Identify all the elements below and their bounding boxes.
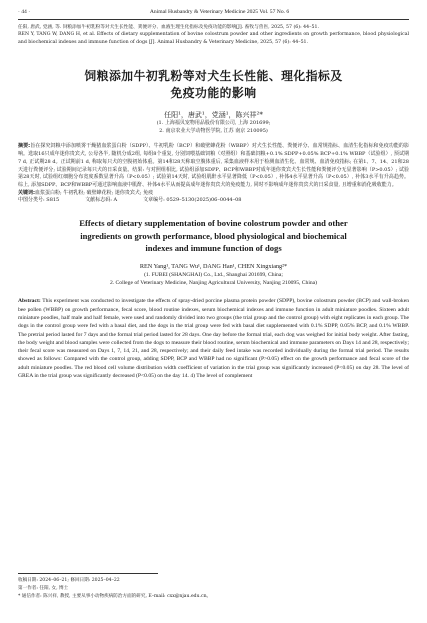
en-affiliation: 2. College of Veterinary Medicine, Nanjing Agricultural University, Nanjing 210095, China) bbox=[109, 279, 318, 286]
citation-cn: 任阳, 唐武, 党涵, 等. 饲粮添加牛初乳粉等对犬生长性能、粪便评分、血液生理生化指标及免疫功能的影响[J]. 畜牧与兽医, 2025, 57 (6): 44–51. bbox=[18, 25, 319, 30]
cn-abstract bbox=[18, 143, 409, 205]
citation-en: REN Y, TANG W, DANG H, et al. Effects of dietary supplementation of bovine colostrum powder and other ingredients on growth performance, blood physiological and biochemical indexes and immune function of dogs [J]. Animal Husbandry & Veterinary Medicine, 2025, 57 (6): 44–51. bbox=[18, 32, 409, 45]
document-code: 文献标志码: A bbox=[85, 197, 118, 204]
footnotes bbox=[18, 573, 212, 600]
en-title-line: Effects of dietary supplementation of bovine colostrum powder and other bbox=[79, 218, 348, 229]
received-date: 收稿日期: 2024–06–21; 修回日期: 2025–04–22 bbox=[18, 578, 120, 583]
cn-title-line: 饲粮添加牛初乳粉等对犬生长性能、理化指标及 bbox=[84, 69, 343, 84]
en-affiliations bbox=[18, 271, 409, 288]
corresponding-author-note: * 通信作者: 陈兴祥, 教授, 主要从事小动物疾病防治方面的研究, E–mail: cxx@njau.edu.cn。 bbox=[18, 593, 212, 599]
classification-row bbox=[18, 197, 409, 205]
cn-keywords-label: 关键词: bbox=[18, 189, 35, 196]
en-affiliation: (1. FUBEI (SHANGHAI) Co., Ltd., Shanghai 201699, China; bbox=[144, 271, 283, 278]
journal-header: Animal Husbandry & Veterinary Medicine 2025 Vol. 57 No. 6 bbox=[149, 9, 290, 15]
cn-authors: 任阳¹，唐武¹，党涵¹，陈兴祥²* bbox=[164, 111, 263, 120]
cn-abstract-label: 摘要: bbox=[18, 143, 31, 150]
cn-affiliation: (1. 上海福贝宠物用品股份有限公司, 上海 201699; bbox=[156, 120, 271, 127]
en-title-line: indexes and immune function of dogs bbox=[145, 243, 282, 254]
en-abstract-text: This experiment was conducted to investigate the effects of spray-dried porcine plasma protein powder (SDPP), bovine colostrum powder (BCP) and wall-broken bee pollen (WBBP) on growth performance, fecal score, blood routine indexes, serum biochemical indexes and immune function in adult miniature poodles. Sixteen adult miniature poodles, half male and half female, were used and randomly divided into two groups (the trial group and the control group) with eight replicates in each group. The dogs in the control group were fed with a basal diet, and the dogs in the trial group were fed with basal diet supplemented with 0.1% SDPP, 0.05% BCP, and 0.1% WBBP. The pretrial period lasted for 7 days and the formal trial period lasted for 28 days. One day before the formal trial, each dog was weighed for initial body weight. After fasting, the body weight and blood samples were collected from the dogs to measure their blood routine, serum biochemical and immune parameters on Days 14 and 28, respectively; their fecal score was measured on Days 1, 7, 14, 21, and 28, respectively; and their daily feed intake was recorded individually during the formal trial period. The results showed as follows: Compared with the control group, adding SDPP, BCP and WBBP had no significant (P>0.05) effect on the growth performance and fecal score of the adult miniature poodles. The red blood cell volume distribution width coefficient of variation in the trial group was significantly increased (P<0.05) on day 28. The level of GREA in the trial group was significantly decreased (P<0.05) on the day 14. 4) The level of complement bbox=[18, 298, 409, 380]
first-author-note: 第一作者: 任阳, 女, 博士 bbox=[18, 585, 69, 591]
cn-abstract-text: 旨在探究饲粮中添加喷雾干燥猪血浆蛋白粉（SDPP）、牛初乳粉（BCP）和破壁蜂花粉（WBBP）对犬生长性能、粪便评分、血常规指标、血清生化指标和免疫功能的影响。选取16只成年迷你贵宾犬, 公母各半, 随机分成2组, 每组8个重复, 分别饲喂基础饲粮（对照组）和基础饲粮+0.1% SDPP+0.05% BCP+0.1% WBBP（试验组）, 预试期7 d, 正试期28 d。正试期前1 d, 称取每只犬的空腹初始体重。第14和28天称取空腹体重后, 采集血液样本用于检测血清生化、血常规、血清免疫指标; 在第1、7、14、21和28天进行粪便评分; 试验期间记录每只犬的日采食量。结果: 与对照组相比, 试验组添加SDPP、BCP和WBBP对成年迷你贵宾犬生长性能和粪便评分无显著影响（P>0.05）; 试验第28天时, 试验组红细胞分布宽度系数显著升高（P<0.05）; 试验第14天时, 试验组肌酐水平显著降低（P<0.05）, 补体4水平显著升高（P<0.05）, 补体3水平有升高趋势。综上, 添加SDPP、BCP和WBBP可通过影响血液中肌酐、补体4水平从而提高成年迷你贵宾犬的免疫能力, 同时不影响成年迷你贵宾犬的日采食量, 且增重和消化吸收能力。 bbox=[18, 143, 409, 188]
en-abstract-label: Abstract: bbox=[18, 298, 41, 305]
article-number: 文章编号: 0529–5130(2025)06–0044–08 bbox=[143, 197, 242, 204]
cn-title-line: 免疫功能的影响 bbox=[170, 86, 257, 101]
cn-keywords-text: 血浆蛋白粉; 牛初乳粉; 破壁蜂花粉; 迷你贵宾犬; 免疫 bbox=[35, 189, 154, 196]
page-number: · 44 · bbox=[18, 9, 31, 15]
en-authors: REN Yang¹, TANG Wu¹, DANG Han¹, CHEN Xingxiang²* bbox=[139, 262, 288, 270]
en-title-line: ingredients on growth performance, blood physiological and biochemical bbox=[80, 230, 347, 241]
en-title bbox=[18, 217, 409, 255]
en-abstract bbox=[18, 297, 409, 380]
clc-number: 中图分类号: S815 bbox=[18, 197, 60, 204]
running-head bbox=[18, 0, 409, 20]
cn-affiliation: 2. 南京农业大学动物医学院, 江苏 南京 210095) bbox=[159, 127, 268, 134]
citation-block bbox=[18, 24, 409, 46]
cn-affiliations bbox=[18, 120, 409, 135]
cn-title bbox=[18, 68, 409, 102]
